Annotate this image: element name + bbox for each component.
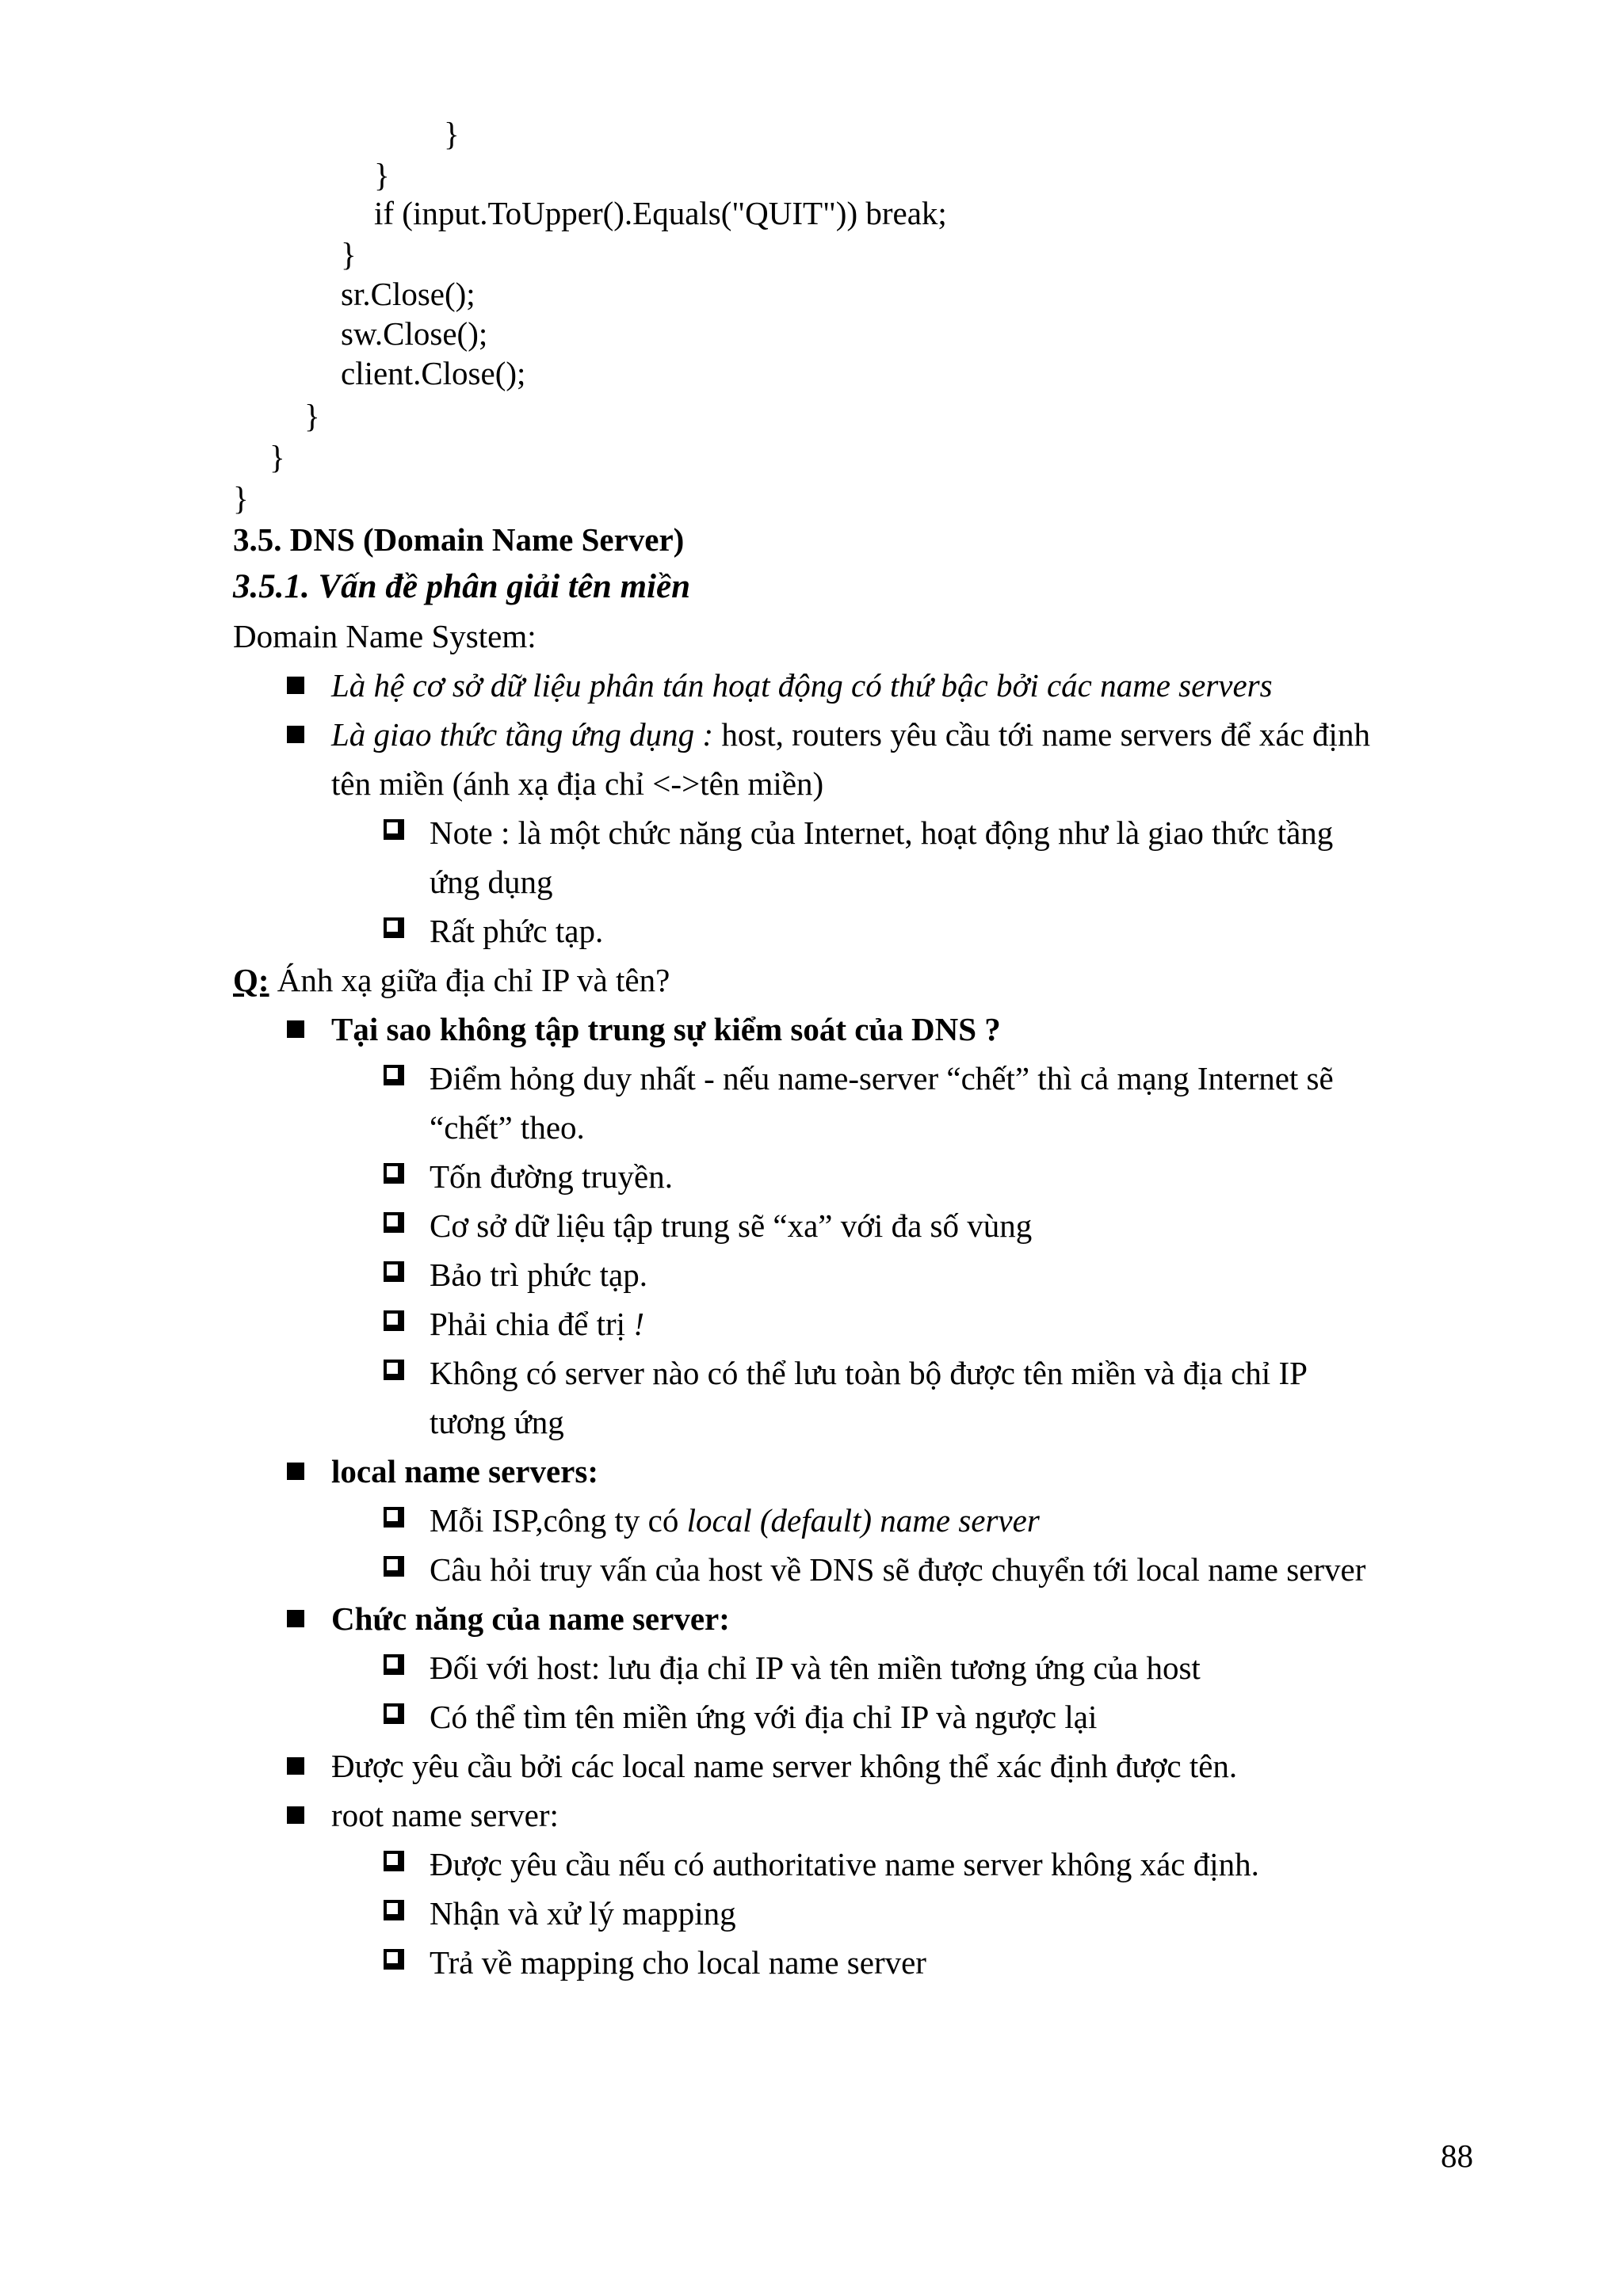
checkbox-bullet-icon: [384, 1851, 401, 1868]
dns-sub-1: Note : là một chức năng của Internet, hoạt động như là giao thức tầng: [430, 814, 1334, 851]
local-title: local name servers:: [331, 1453, 598, 1489]
centralize-item-text: Phải chia để trị: [430, 1306, 626, 1342]
requested-text: Được yêu cầu bởi các local name server không thể xác định được tên.: [331, 1748, 1238, 1784]
checkbox-bullet-icon: [384, 819, 401, 837]
checkbox-bullet-icon: [384, 1654, 401, 1672]
local-item: Câu hỏi truy vấn của host về DNS sẽ được chuyển tới local name server: [430, 1551, 1366, 1588]
square-bullet-icon: [287, 1610, 304, 1627]
checkbox-bullet-icon: [384, 1065, 401, 1082]
local-item: [430, 1496, 1040, 1545]
square-bullet-icon: [287, 1463, 304, 1480]
question-label: Q:: [233, 962, 269, 998]
checkbox-bullet-icon: [384, 917, 401, 935]
dns-point-2-rest: host, routers yêu cầu tới name servers để xác định: [713, 716, 1370, 753]
checkbox-bullet-icon: [384, 1310, 401, 1328]
local-item-italic: local (default) name server: [686, 1502, 1040, 1539]
code-line: sr.Close();: [341, 276, 475, 312]
centralize-item: Bảo trì phức tạp.: [430, 1257, 647, 1293]
checkbox-bullet-icon: [384, 1507, 401, 1524]
centralize-item-cont: “chết” theo.: [430, 1109, 585, 1146]
question-line: [233, 955, 670, 1005]
root-item: Được yêu cầu nếu có authoritative name server không xác định.: [430, 1846, 1259, 1882]
dns-point-2: [331, 710, 1370, 759]
function-title: Chức năng của name server:: [331, 1600, 730, 1637]
code-line: if (input.ToUpper().Equals("QUIT")) break;: [374, 195, 947, 231]
centralize-title: Tại sao không tập trung sự kiểm soát của DNS ?: [331, 1011, 1001, 1047]
checkbox-bullet-icon: [384, 1261, 401, 1279]
centralize-item: [430, 1299, 644, 1348]
checkbox-bullet-icon: [384, 1703, 401, 1721]
centralize-item-mark: !: [625, 1306, 644, 1342]
section-heading: 3.5. DNS (Domain Name Server): [233, 521, 685, 558]
centralize-item: Tốn đường truyền.: [430, 1158, 673, 1195]
centralize-item: Cơ sở dữ liệu tập trung sẽ “xa” với đa số vùng: [430, 1207, 1033, 1244]
square-bullet-icon: [287, 1757, 304, 1775]
dns-point-1: Là hệ cơ sở dữ liệu phân tán hoạt động có thứ bậc bởi các name servers: [331, 667, 1273, 704]
code-line: }: [444, 116, 460, 152]
function-item: Có thể tìm tên miền ứng với địa chỉ IP và ngược lại: [430, 1699, 1098, 1735]
dns-point-2-cont: tên miền (ánh xạ địa chỉ <->tên miền): [331, 765, 824, 802]
checkbox-bullet-icon: [384, 1212, 401, 1230]
code-line: }: [341, 236, 357, 273]
page-number: 88: [1441, 2138, 1473, 2174]
root-item: Nhận và xử lý mapping: [430, 1895, 736, 1932]
checkbox-bullet-icon: [384, 1360, 401, 1377]
square-bullet-icon: [287, 726, 304, 743]
dns-sub-2: Rất phức tạp.: [430, 913, 604, 949]
square-bullet-icon: [287, 1806, 304, 1824]
code-line: }: [233, 480, 249, 517]
subsection-heading: 3.5.1. Vấn đề phân giải tên miền: [233, 568, 690, 605]
question-text: Ánh xạ giữa địa chỉ IP và tên?: [269, 962, 670, 998]
function-item: Đối với host: lưu địa chỉ IP và tên miền tương ứng của host: [430, 1650, 1201, 1686]
code-line: client.Close();: [341, 355, 526, 391]
code-line: }: [374, 157, 390, 193]
centralize-item: Không có server nào có thể lưu toàn bộ được tên miền và địa chỉ IP: [430, 1355, 1308, 1391]
centralize-item-cont: tương ứng: [430, 1404, 564, 1440]
checkbox-bullet-icon: [384, 1163, 401, 1180]
code-line: }: [304, 398, 320, 434]
dns-point-2-italic: Là giao thức tầng ứng dụng :: [331, 716, 714, 753]
code-line: sw.Close();: [341, 315, 488, 352]
root-title: root name server:: [331, 1797, 559, 1833]
root-item: Trả về mapping cho local name server: [430, 1944, 926, 1981]
intro-text: Domain Name System:: [233, 618, 537, 654]
checkbox-bullet-icon: [384, 1556, 401, 1573]
checkbox-bullet-icon: [384, 1949, 401, 1966]
local-item-text: Mỗi ISP,công ty có: [430, 1502, 687, 1539]
dns-sub-1-cont: ứng dụng: [430, 864, 553, 900]
square-bullet-icon: [287, 1020, 304, 1038]
square-bullet-icon: [287, 677, 304, 694]
checkbox-bullet-icon: [384, 1900, 401, 1917]
centralize-item: Điểm hỏng duy nhất - nếu name-server “chết” thì cả mạng Internet sẽ: [430, 1060, 1334, 1097]
code-line: }: [269, 439, 285, 475]
